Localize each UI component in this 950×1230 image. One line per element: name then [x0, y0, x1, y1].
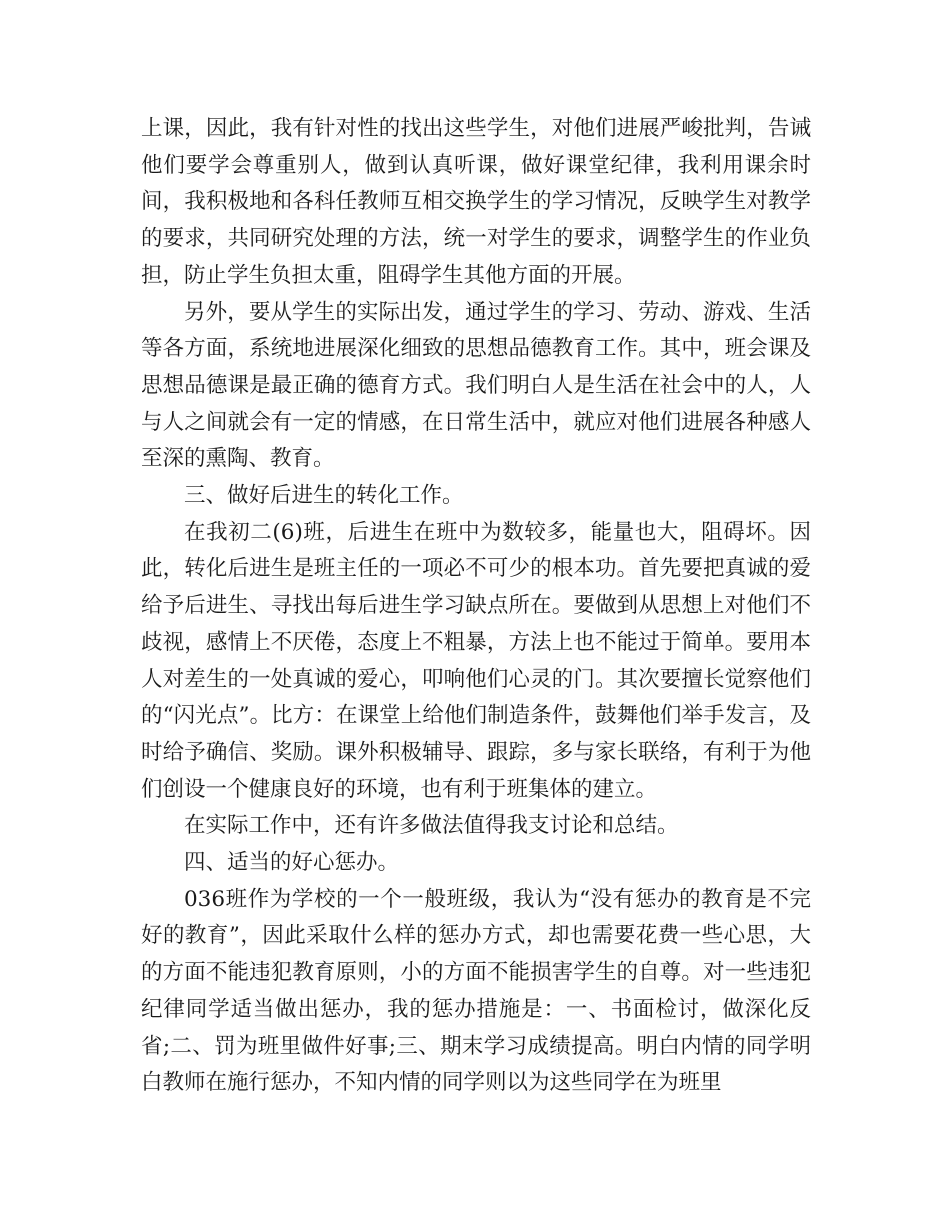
paragraph-1: 上课，因此，我有针对性的找出这些学生，对他们进展严峻批判，告诫他们要学会尊重别人，做到认真听课，做好课堂纪律，我利用课余时间，我积极地和各科任教师互相交换学生的学习情况，反映学生对教学的要求，共同研究处理的方法，统一对学生的要求，调整学生的作业负担，防止学生负担太重，阻碍学生其他方面的开展。 — [141, 116, 811, 288]
section-heading-3: 三、做好后进生的转化工作。 — [184, 483, 464, 509]
document-body — [141, 111, 811, 1102]
paragraph-7: 036班作为学校的一个一般班级，我认为“没有惩办的教育是不完好的教育”，因此采取什么样的惩办方式，却也需要花费一些心思，大的方面不能违犯教育原则，小的方面不能损害学生的自尊。对一些违犯纪律同学适当做出惩办，我的惩办措施是：一、书面检讨，做深化反省;二、罚为班里做件好事;三、期末学习成绩提高。明白内情的同学明白教师在施行惩办，不知内情的同学则以为这些同学在为班里 — [141, 886, 811, 1096]
paragraph-4: 在我初二(6)班，后进生在班中为数较多，能量也大，阻碍坏。因此，转化后进生是班主任的一项必不可少的根本功。首先要把真诚的爱给予后进生、寻找出每后进生学习缺点所在。要做到从思想上对他们不歧视，感情上不厌倦，态度上不粗暴，方法上也不能过于简单。要用本人对差生的一处真诚的爱心，叩响他们心灵的门。其次要擅长觉察他们的“闪光点”。比方：在课堂上给他们制造条件，鼓舞他们举手发言，及时给予确信、奖励。课外积极辅导、跟踪，多与家长联络，有利于为他们创设一个健康良好的环境，也有利于班集体的建立。 — [141, 519, 811, 802]
paragraph-2: 另外，要从学生的实际出发，通过学生的学习、劳动、游戏、生活等各方面，系统地进展深化细致的思想品德教育工作。其中，班会课及思想品德课是最正确的德育方式。我们明白人是生活在社会中的人，人与人之间就会有一定的情感，在日常生活中，就应对他们进展各种感人至深的熏陶、教育。 — [141, 299, 811, 472]
paragraph-5: 在实际工作中，还有许多做法值得我支讨论和总结。 — [184, 813, 679, 839]
section-heading-4: 四、适当的好心惩办。 — [184, 850, 400, 876]
